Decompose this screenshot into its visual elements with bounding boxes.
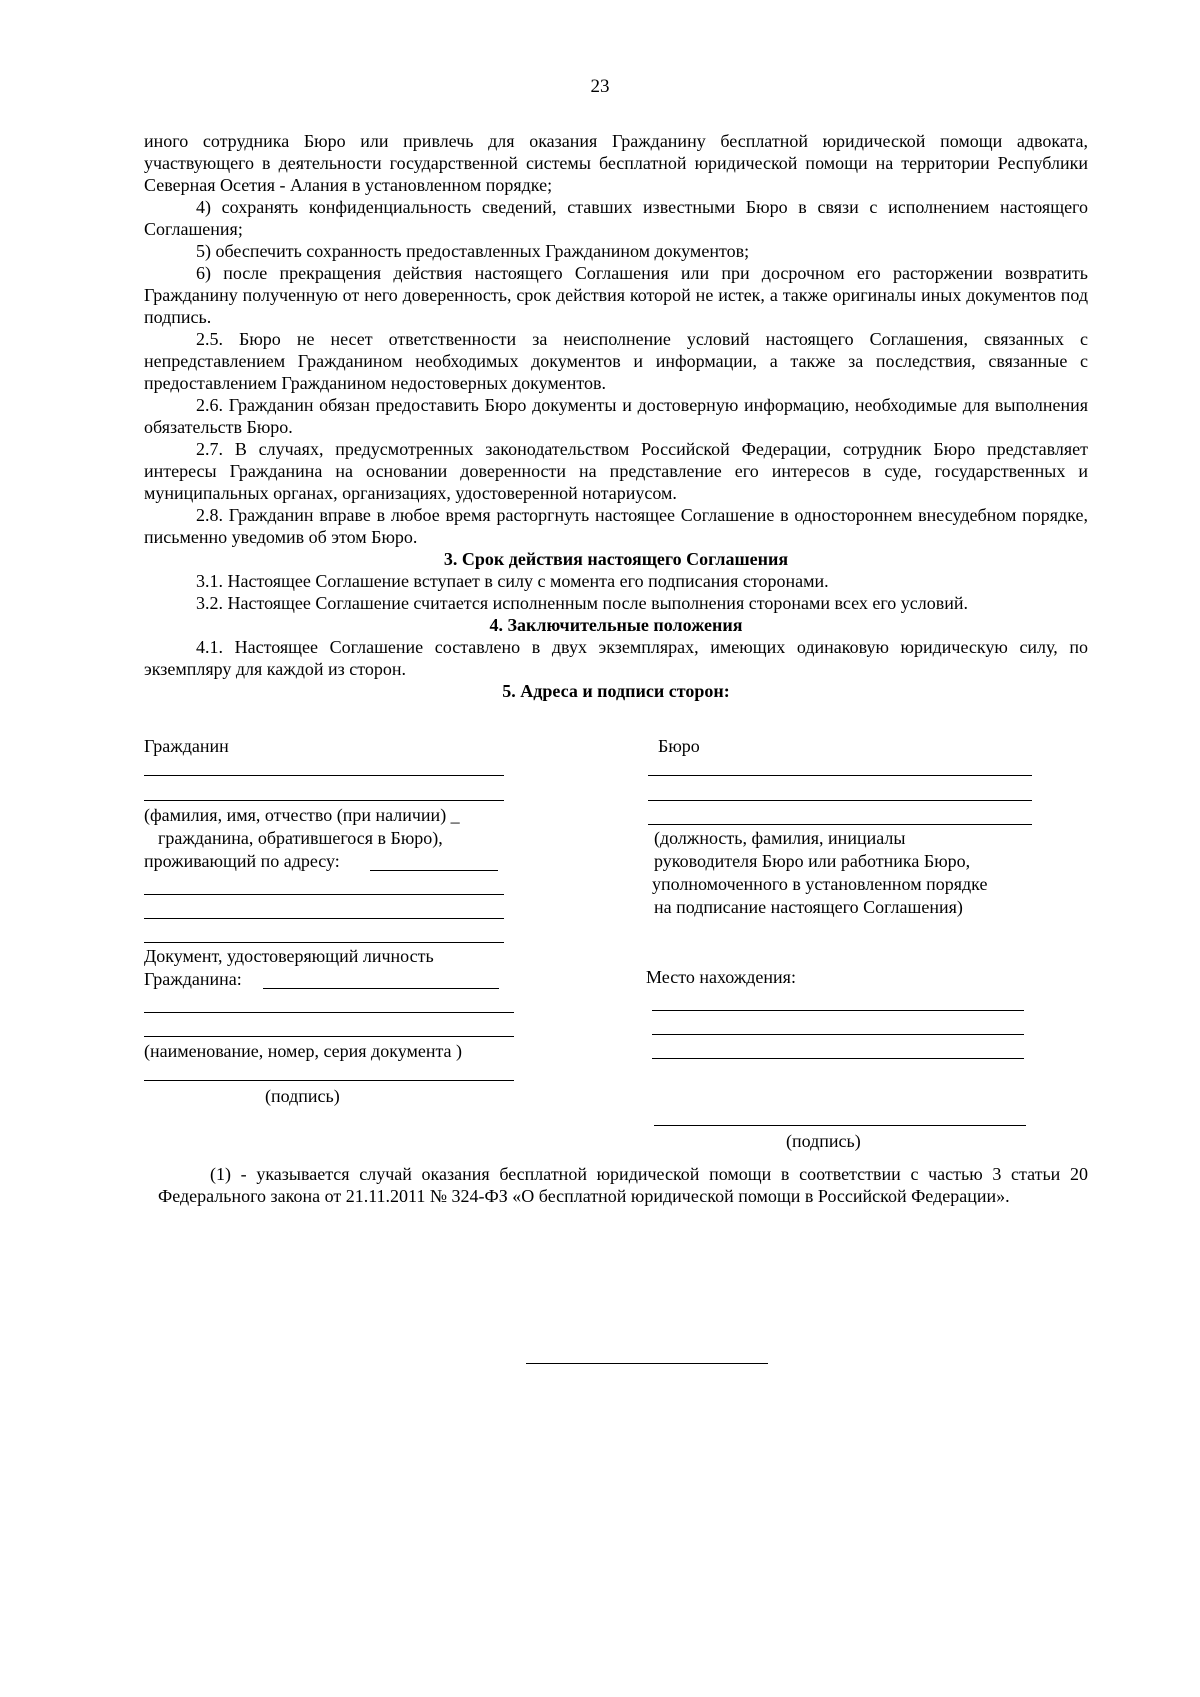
citizen-doc-line [263, 988, 499, 989]
section-heading: 3. Срок действия настоящего Соглашения [443, 549, 789, 569]
agreement-body [144, 130, 1088, 702]
paragraph: 3.2. Настоящее Соглашение считается исполненным после выполнения сторонами всех его условий. [196, 593, 968, 613]
bureau-note-4: на подписание настоящего Соглашения) [654, 897, 963, 917]
citizen-signature-line [144, 1080, 514, 1081]
citizen-line [144, 800, 504, 801]
bureau-signature-label: (подпись) [786, 1131, 861, 1151]
bureau-location-line [652, 1034, 1024, 1035]
paragraph: 5) обеспечить сохранность предоставленных Гражданином документов; [196, 241, 750, 261]
footnote-text: (1) - указывается случай оказания бесплатной юридической помощи в соответствии с частью 3 статьи 20 Федерального закона от 21.11.2011 № 324-ФЗ «О бесплатной юридической помощи в Российской Федерации». [158, 1164, 1088, 1206]
paragraph: 4.1. Настоящее Соглашение составлено в двух экземплярах, имеющих одинаковую юридическую силу, по экземпляру для каждой из сторон. [144, 637, 1088, 679]
citizen-fio-note-2: гражданина, обратившегося в Бюро), [158, 828, 443, 848]
bureau-line [648, 800, 1032, 801]
citizen-signature-label: (подпись) [265, 1086, 340, 1106]
bureau-title: Бюро [658, 736, 700, 756]
bureau-location-label: Место нахождения: [646, 967, 796, 987]
citizen-fio-note: (фамилия, имя, отчество (при наличии) _ [144, 805, 460, 825]
paragraph: 6) после прекращения действия настоящего Соглашения или при досрочном его расторжении возвратить Гражданину полученную от него доверенность, срок действия которой не истек, а также оригиналы иных документов под подпись. [144, 263, 1088, 327]
citizen-address-line [144, 894, 504, 895]
paragraph: 2.5. Бюро не несет ответственности за неисполнение условий настоящего Соглашения, связанных с непредставлением Гражданином необходимых документов и информации, а также за последствия, связанные с предоставлением Гражданином недостоверных документов. [144, 329, 1088, 393]
citizen-title: Гражданин [144, 736, 229, 756]
bureau-line [648, 824, 1032, 825]
page-number: 23 [590, 76, 610, 97]
bureau-location-line [652, 1010, 1024, 1011]
bureau-note-2: руководителя Бюро или работника Бюро, [654, 851, 971, 871]
bureau-note-3: уполномоченного в установленном порядке [652, 874, 988, 894]
paragraph: 2.6. Гражданин обязан предоставить Бюро документы и достоверную информацию, необходимые для выполнения обязательств Бюро. [144, 395, 1088, 437]
citizen-address-label: проживающий по адресу: [144, 851, 340, 871]
citizen-line [144, 775, 504, 776]
paragraph: 2.7. В случаях, предусмотренных законодательством Российской Федерации, сотрудник Бюро представляет интересы Гражданина на основании доверенности на представление его интересов в суде, государственных и муниципальных органах, организациях, удостоверенной нотариусом. [144, 439, 1088, 503]
citizen-doc-note: (наименование, номер, серия документа ) [144, 1041, 463, 1061]
footnote [158, 1163, 1088, 1207]
citizen-address-line [370, 870, 498, 871]
bottom-separator [526, 1363, 768, 1364]
paragraph: 4) сохранять конфиденциальность сведений, ставших известными Бюро в связи с исполнением настоящего Соглашения; [144, 197, 1088, 239]
citizen-doc-label-2: Гражданина: [144, 969, 242, 989]
bureau-location-line [652, 1058, 1024, 1059]
citizen-doc-line [144, 1036, 514, 1037]
paragraph: иного сотрудника Бюро или привлечь для оказания Гражданину бесплатной юридической помощи адвоката, участвующего в деятельности государственной системы бесплатной юридической помощи на территории Республики Северная Осетия - Алания в установленном порядке; [144, 131, 1088, 195]
section-heading: 5. Адреса и подписи сторон: [502, 681, 730, 701]
citizen-doc-line [144, 1012, 514, 1013]
bureau-signature-line [654, 1125, 1026, 1126]
citizen-address-line [144, 918, 504, 919]
citizen-address-line [144, 942, 504, 943]
paragraph: 3.1. Настоящее Соглашение вступает в силу с момента его подписания сторонами. [196, 571, 829, 591]
bureau-note-1: (должность, фамилия, инициалы [654, 828, 906, 848]
paragraph: 2.8. Гражданин вправе в любое время расторгнуть настоящее Соглашение в одностороннем внесудебном порядке, письменно уведомив об этом Бюро. [144, 505, 1088, 547]
bureau-line [648, 775, 1032, 776]
section-heading: 4. Заключительные положения [489, 615, 743, 635]
citizen-doc-label: Документ, удостоверяющий личность [144, 946, 434, 966]
